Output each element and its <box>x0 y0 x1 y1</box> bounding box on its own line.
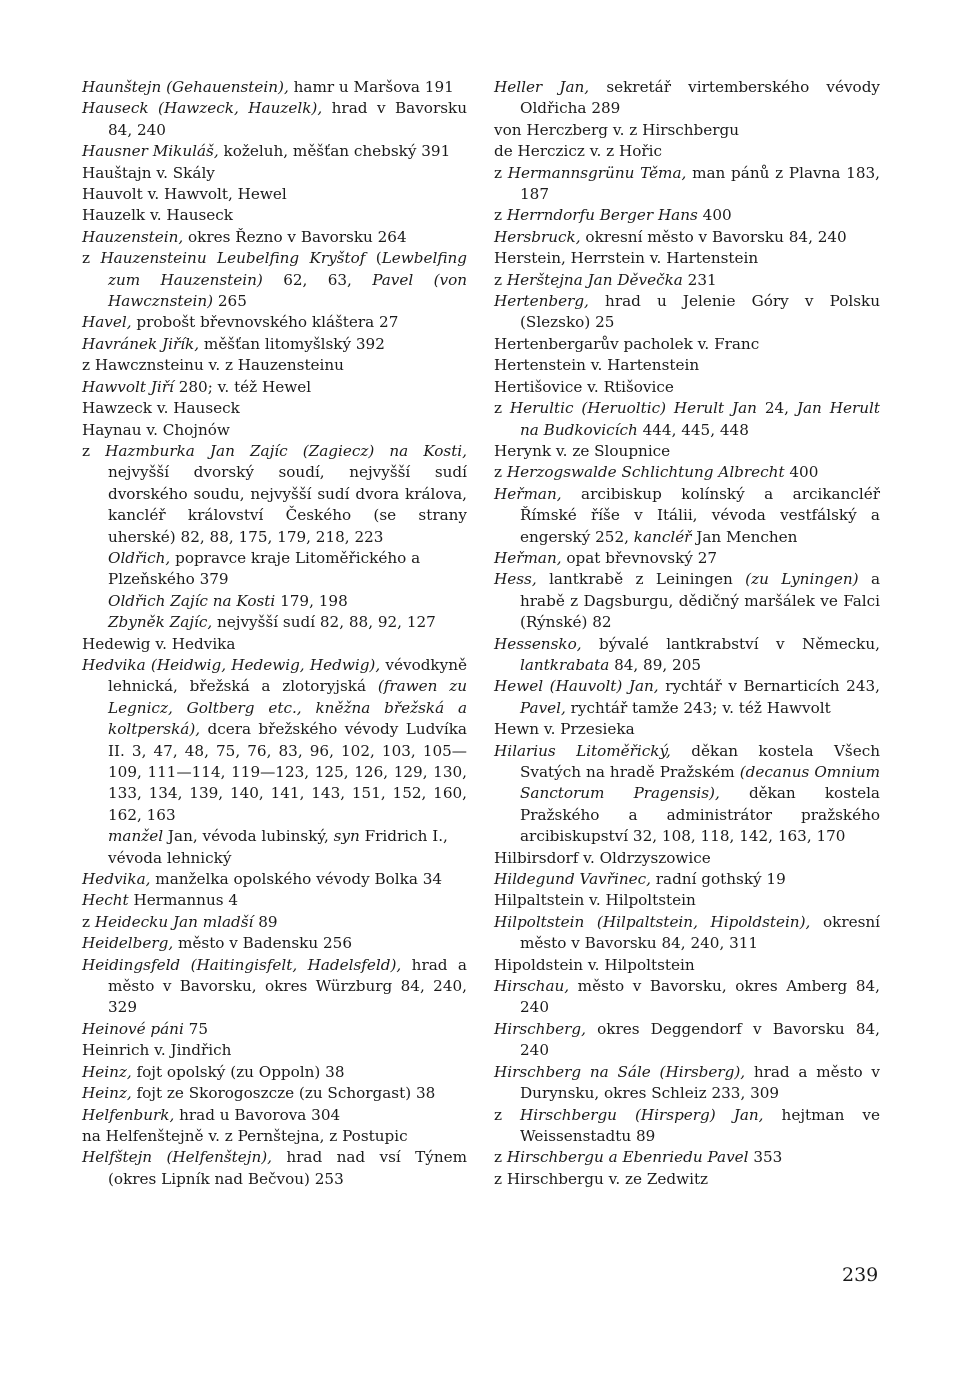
entry-text: hrad v Bavorsku 84, 240 <box>108 99 467 139</box>
entry-text: dcera břežského vévody Ludvíka II. 3, 47, 48, 75, 76, 83, 96, 102, 103, 105—109, 111—114, 119—123, 125, 126, 129, 130, 133, 134, 139, 140, 141, 143, 151, 152, 160, 162, 163 <box>108 720 467 824</box>
index-entry <box>494 248 880 269</box>
entry-text: Hertenberg, <box>494 292 589 311</box>
entry-text: Zbyněk Zajíc, <box>108 613 213 632</box>
entry-text: lantkrabata <box>520 655 610 674</box>
entry-text: Fridrich I., vévoda lehnický <box>108 827 448 867</box>
index-entry <box>494 205 880 226</box>
index-entry <box>494 334 880 355</box>
index-entry <box>82 420 467 441</box>
entry-text: Haunštejn (Gehauenstein), <box>82 78 289 96</box>
index-entry <box>494 77 880 120</box>
entry-text: Hipoldstein v. Hilpoltstein <box>494 955 695 974</box>
index-entry <box>82 312 467 333</box>
index-subentry <box>82 826 467 869</box>
entry-text: okres Deggendorf v Bavorsku 84, 240 <box>520 1019 880 1060</box>
index-entry <box>494 569 880 633</box>
index-entry <box>494 355 880 376</box>
entry-text: Hirschbergu (Hirsperg) Jan, <box>520 1105 764 1124</box>
entry-text: Hauštajn v. Skály <box>82 163 215 182</box>
index-column-right <box>494 77 880 1190</box>
index-entry <box>82 248 467 312</box>
entry-text: Oldřich, <box>108 548 171 567</box>
entry-text: Hauzelk v. Hauseck <box>82 206 233 225</box>
entry-text: hrad u Jelenie Góry v Polsku (Slezsko) 25 <box>520 292 880 332</box>
entry-text: nejvyšší sudí 82, 88, 92, 127 <box>212 613 436 632</box>
entry-text: Hawvolt Jiří <box>82 377 174 396</box>
entry-text: 400 <box>784 463 819 482</box>
entry-text: koželuh, měšťan chebský 391 <box>218 142 451 161</box>
entry-text: Havel, <box>82 313 132 332</box>
index-entry <box>82 355 467 376</box>
entry-text: Heidingsfeld (Haitingisfelt, Hadelsfeld), <box>82 955 402 974</box>
index-entry <box>494 741 880 848</box>
index-entry <box>82 163 467 184</box>
entry-text: kancléř <box>633 527 692 546</box>
entry-text: (frawen zu Legnicz, Goltberg etc., <box>108 677 467 717</box>
index-entry <box>494 976 880 1019</box>
entry-text: z <box>494 1148 507 1167</box>
entry-text: Jan Menchen <box>691 527 798 546</box>
entry-text: Hess, <box>494 570 537 589</box>
index-entry <box>82 205 467 226</box>
entry-text: 444, 445, 448 <box>637 420 749 439</box>
index-entry <box>494 634 880 677</box>
entry-text: Heinz, <box>82 1084 132 1103</box>
entry-text: 89 <box>253 912 278 931</box>
entry-text: Hedvika, <box>82 870 151 889</box>
entry-text: arcibiskup kolínský a arcikancléř Římské říše v Itálii, vévoda vestfálský a engerský 252, <box>520 484 880 546</box>
entry-text: Hermannsgrünu Těma, <box>507 163 687 182</box>
entry-text: rychtář tamže 243; v. též Hawvolt <box>565 698 831 717</box>
index-entry <box>494 1105 880 1148</box>
entry-text: Hirschbergu a Ebenriedu Pavel <box>506 1148 749 1167</box>
entry-text: 231 <box>682 270 717 289</box>
entry-text: Herštejna Jan Děvečka <box>506 270 683 289</box>
entry-text: z Hawcznsteinu v. z Hauzensteinu <box>82 356 344 375</box>
index-entry <box>82 377 467 398</box>
entry-text: z <box>82 249 101 268</box>
entry-text: z Hirschbergu v. ze Zedwitz <box>494 1169 709 1188</box>
index-entry <box>494 462 880 483</box>
entry-text: Heinrich v. Jindřich <box>82 1041 232 1060</box>
entry-text: Heinové páni <box>82 1019 184 1038</box>
entry-text: z <box>494 270 507 289</box>
entry-text: Lewbelfing zum Hauzenstein) <box>108 249 467 289</box>
index-entry <box>82 1040 467 1061</box>
entry-text: vévodkyně lehnická, břežská a zlotoryjská <box>108 655 467 696</box>
entry-text: hrad nad vsí Týnem (okres Lipník nad Bečvou) 253 <box>108 1148 467 1188</box>
entry-text: hamr u Maršova 191 <box>288 78 454 96</box>
entry-text: Heřman, <box>494 484 562 503</box>
index-subentry <box>82 548 467 591</box>
entry-text: hrad u Bavorova 304 <box>174 1105 341 1124</box>
entry-text: Hirschau, <box>494 977 570 996</box>
entry-text: radní gothský 19 <box>650 870 786 889</box>
entry-text: ( <box>365 249 382 268</box>
entry-text: z <box>494 206 507 225</box>
entry-text: nejvyšší dvorský soudí, nejvyšší sudí dvorského soudu, nejvyšší sudí dvora králova, kancléř království Českého (se strany uherské) 82, 88, 175, 179, 218, 223 <box>108 463 467 546</box>
entry-text: Hildegund Vavřinec, <box>494 870 651 889</box>
entry-text: Hertenstein v. Hartenstein <box>494 356 700 375</box>
index-entry <box>82 869 467 890</box>
index-entry <box>494 270 880 291</box>
entry-text: Heřman, <box>494 548 562 567</box>
entry-text: Hewn v. Przesieka <box>494 720 635 739</box>
index-entry <box>494 141 880 162</box>
index-entry <box>494 1147 880 1168</box>
index-entry <box>82 933 467 954</box>
index-entry <box>494 912 880 955</box>
entry-text: Hermannus 4 <box>128 891 239 910</box>
index-entry <box>82 1019 467 1040</box>
entry-text: Hauseck (Hawzeck, Hauzelk), <box>82 99 323 118</box>
index-entry <box>82 98 467 141</box>
index-column-left <box>82 77 467 1190</box>
entry-text: 280; v. též Hewel <box>173 377 312 396</box>
entry-text: Hertišovice v. Rtišovice <box>494 377 674 396</box>
entry-text: fojt opolský (zu Oppoln) 38 <box>131 1062 345 1081</box>
entry-text: okres Řezno v Bavorsku 264 <box>183 227 407 246</box>
entry-text: syn <box>333 827 360 846</box>
entry-text: Heidelberg, <box>82 934 174 953</box>
index-entry <box>82 912 467 933</box>
entry-text: 179, 198 <box>275 591 348 610</box>
entry-text: kněžna břežská a koltperská), <box>108 698 468 739</box>
entry-text: Hauvolt v. Hawvolt, Hewel <box>82 185 287 204</box>
entry-text: Helfenburk, <box>82 1105 175 1124</box>
entry-text: hejtman ve Weissenstadtu 89 <box>520 1105 880 1145</box>
entry-text: man pánů z Plavna 183, 187 <box>520 163 880 204</box>
entry-text: 353 <box>748 1148 783 1167</box>
entry-text: a hrabě z Dagsburgu, dědičný maršálek ve Falci (Rýnské) 82 <box>520 570 880 632</box>
entry-text: na Helfenštejně v. z Pernštejna, z Postupic <box>82 1126 408 1145</box>
entry-text: popravce kraje Litoměřického a Plzeňského 379 <box>108 548 421 589</box>
entry-text: z <box>494 399 510 418</box>
index-entry <box>494 484 880 548</box>
index-entry <box>82 227 467 248</box>
index-entry <box>494 120 880 141</box>
index-entry <box>82 1126 467 1147</box>
entry-text: z <box>494 1105 521 1124</box>
index-entry <box>82 655 467 826</box>
entry-text: Hauzensteinu Leubelfing Kryštof <box>100 249 366 268</box>
index-entry <box>494 1019 880 1062</box>
entry-text: Heinz, <box>82 1062 132 1081</box>
index-entry <box>82 890 467 911</box>
entry-text: Hawzeck v. Hauseck <box>82 399 240 418</box>
entry-text: hrad a město v Bavorsku, okres Würzburg 84, 240, 329 <box>108 955 467 1017</box>
index-entry <box>82 184 467 205</box>
entry-text: Hewel (Hauvolt) Jan, <box>494 677 659 696</box>
entry-text: manželka opolského vévody Bolka 34 <box>150 870 443 889</box>
entry-text: Hirschberg na Sále (Hirsberg), <box>494 1062 746 1081</box>
entry-text: okresní město v Bavorsku 84, 240 <box>580 227 847 246</box>
entry-text: rychtář v Bernarticích 243, <box>658 677 880 696</box>
entry-text: měšťan litomyšlský 392 <box>199 334 385 353</box>
index-entry <box>494 441 880 462</box>
index-entry <box>494 548 880 569</box>
index-entry <box>494 398 880 441</box>
index-entry <box>82 441 467 548</box>
entry-text <box>302 699 316 717</box>
index-entry <box>494 719 880 740</box>
index-entry <box>82 1147 467 1190</box>
entry-text: Hauzenstein, <box>82 227 184 246</box>
entry-text: okresní město v Bavorsku 84, 240, 311 <box>520 912 881 953</box>
entry-text: Hersbruck, <box>494 227 581 246</box>
entry-text: Hilbirsdorf v. Oldrzyszowice <box>494 848 711 867</box>
index-entry <box>82 634 467 655</box>
index-subentry <box>82 591 467 612</box>
entry-text: Hedewig v. Hedvika <box>82 634 236 653</box>
entry-text: Herynk v. ze Sloupnice <box>494 441 671 460</box>
page-number: 239 <box>842 1264 879 1286</box>
index-entry <box>82 77 467 98</box>
entry-text: Hilpaltstein v. Hilpoltstein <box>494 891 696 910</box>
entry-text: hrad a město v Durynsku, okres Schleiz 233, 309 <box>520 1062 880 1103</box>
entry-text: děkan kostela Všech Svatých na hradě Pražském <box>520 741 880 781</box>
index-entry <box>494 676 880 719</box>
index-entry <box>82 1105 467 1126</box>
index-entry <box>494 955 880 976</box>
entry-text: Herstein, Herrstein v. Hartenstein <box>494 249 759 268</box>
index-entry <box>494 848 880 869</box>
entry-text: 265 <box>213 292 247 311</box>
entry-text: Herrndorfu Berger Hans <box>506 206 698 225</box>
index-entry <box>82 141 467 162</box>
entry-text: město v Bavorsku, okres Amberg 84, 240 <box>520 977 880 1017</box>
entry-text: Hertenbergarův pacholek v. Franc <box>494 334 760 353</box>
entry-text: Hausner Mikuláš, <box>82 142 219 161</box>
index-entry <box>494 890 880 911</box>
entry-text: z <box>494 463 507 482</box>
entry-text: Heller Jan, <box>494 78 590 96</box>
entry-text: Hilpoltstein (Hilpaltstein, Hipoldstein), <box>494 912 811 931</box>
index-entry <box>494 869 880 890</box>
entry-text: Hecht <box>82 891 129 910</box>
entry-text: Heidecku Jan mladší <box>94 912 254 931</box>
index-entry <box>494 227 880 248</box>
entry-text: 84, 89, 205 <box>609 655 702 674</box>
index-entry <box>494 291 880 334</box>
entry-text: Herultic (Heruoltic) Herult Jan <box>509 399 757 418</box>
entry-text: bývalé lantkrabství v Německu, <box>581 634 880 653</box>
index-entry <box>494 1062 880 1105</box>
entry-text: Pavel (von Hawcznstein) <box>108 270 467 311</box>
entry-text: Jan Herult na Budkovicích <box>520 399 880 439</box>
entry-text: Havránek Jiřík, <box>82 334 200 353</box>
entry-text: děkan kostela Pražského a administrátor pražského arcibiskupství 32, 108, 118, 142, 163, 170 <box>520 784 880 846</box>
entry-text: lantkrabě z Leiningen <box>536 570 746 589</box>
entry-text: Pavel, <box>520 698 566 717</box>
entry-text: fojt ze Skorogoszcze (zu Schorgast) 38 <box>131 1084 436 1103</box>
entry-text: 62, 63, <box>262 270 373 289</box>
entry-text: 24, <box>756 399 797 418</box>
entry-text: z <box>82 912 95 931</box>
entry-text: opat břevnovský 27 <box>561 548 718 567</box>
entry-text: Oldřich Zajíc na Kosti <box>108 591 276 610</box>
entry-text: Helfštejn (Helfenštejn), <box>82 1148 272 1167</box>
index-entry <box>82 334 467 355</box>
entry-text: sekretář virtemberského vévody Oldřicha 289 <box>520 78 880 118</box>
index-subentry <box>82 612 467 633</box>
entry-text: Hilarius Litoměřický, <box>494 741 671 760</box>
entry-text: z <box>494 163 508 182</box>
entry-text: (zu Lyningen) <box>745 570 859 589</box>
entry-text: Herzogswalde Schlichtung Albrecht <box>506 463 785 482</box>
entry-text: Jan, vévoda lubinský, <box>163 827 334 846</box>
entry-text: 400 <box>697 206 732 225</box>
index-entry <box>82 955 467 1019</box>
index-entry <box>494 377 880 398</box>
entry-text: Hedvika (Heidwig, Hedewig, Hedwig), <box>82 655 381 674</box>
index-entry <box>82 398 467 419</box>
entry-text: probošt břevnovského kláštera 27 <box>131 313 399 332</box>
entry-text: 75 <box>183 1019 208 1038</box>
index-entry <box>82 1062 467 1083</box>
index-entry <box>494 163 880 206</box>
entry-text: město v Badensku 256 <box>173 934 352 953</box>
entry-text: de Herczicz v. z Hořic <box>494 142 663 161</box>
entry-text: von Herczberg v. z Hirschbergu <box>494 120 740 139</box>
entry-text: Hirschberg, <box>494 1019 586 1038</box>
entry-text: manžel <box>108 827 164 846</box>
entry-text: z <box>82 441 106 460</box>
entry-text: Haynau v. Chojnów <box>82 420 230 439</box>
entry-text: Hessensko, <box>494 634 582 653</box>
index-entry <box>82 1083 467 1104</box>
index-entry <box>494 1169 880 1190</box>
entry-text: Hazmburka Jan Zajíc (Zagiecz) na Kosti, <box>105 441 467 460</box>
entry-text: (decanus Omnium Sanctorum Pragensis), <box>520 763 880 803</box>
